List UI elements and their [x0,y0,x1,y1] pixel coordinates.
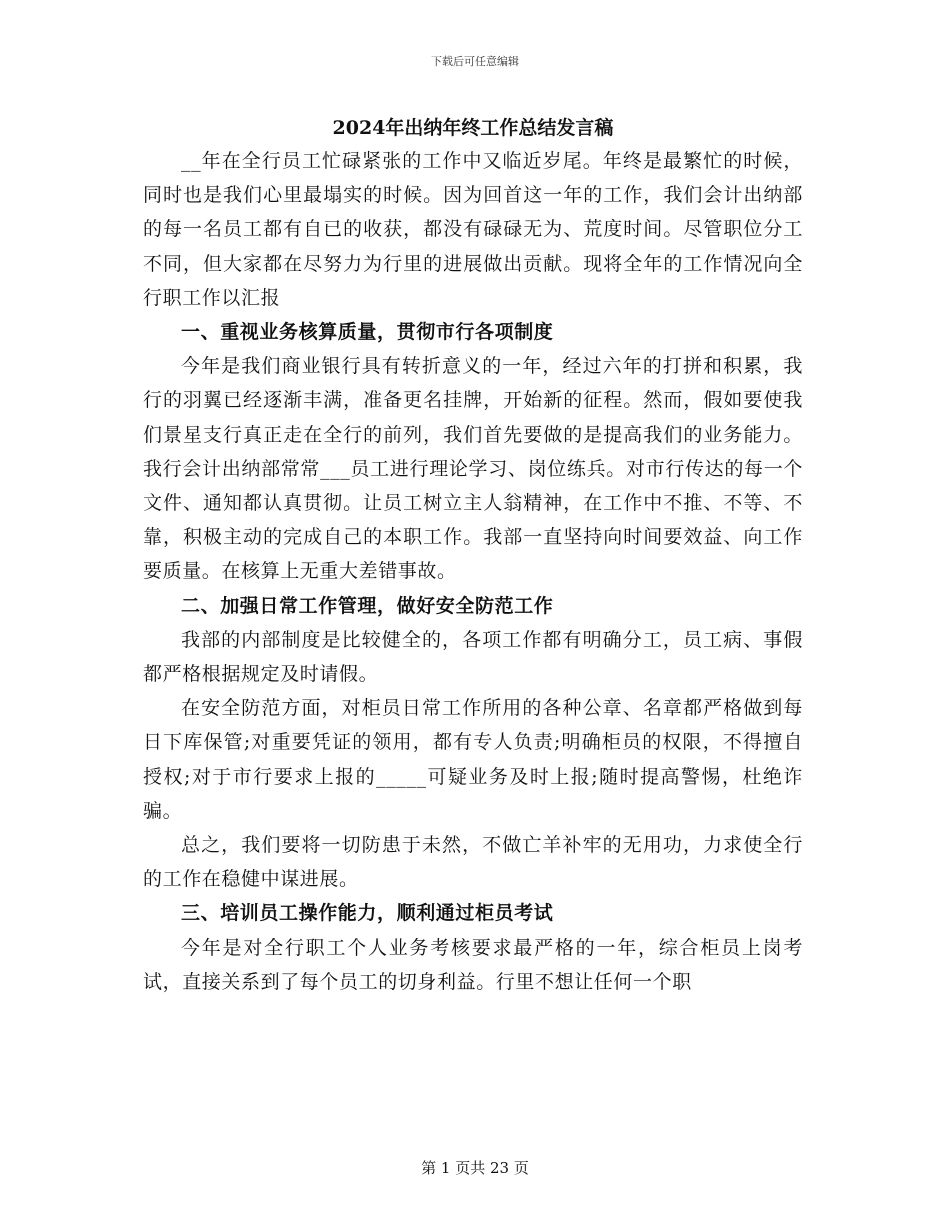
section-paragraph: 今年是我们商业银行具有转折意义的一年，经过六年的打拼和积累，我行的羽翼已经逐渐丰满，准备更名挂牌，开始新的征程。然而，假如要使我们景星支行真正走在全行的前列，我们首先要做的是提高我们的业务能力。我行会计出纳部常常___员工进行理论学习、岗位练兵。对市行传达的每一个文件、通知都认真贯彻。让员工树立主人翁精神，在工作中不推、不等、不靠，积极主动的完成自己的本职工作。我部一直坚持向时间要效益、向工作要质量。在核算上无重大差错事故。 [143,355,803,583]
page-footer: 第 1 页共 23 页 [421,1159,529,1177]
section-paragraph: 总之，我们要将一切防患于未然，不做亡羊补牢的无用功，力求使全行的工作在稳健中谋进展。 [143,834,803,891]
section-heading: 二、加强日常工作管理，做好安全防范工作 [181,594,554,617]
section-heading: 三、培训员工操作能力，顺利通过柜员考试 [181,902,554,925]
section-heading: 一、重视业务核算质量，贯彻市行各项制度 [181,321,554,344]
section-paragraph: 在安全防范方面，对柜员日常工作所用的各种公章、名章都严格做到每日下库保管;对重要凭证的领用，都有专人负责;明确柜员的权限，不得擅自授权;对于市行要求上报的_____可疑业务及时上报;随时提高警惕，杜绝诈骗。 [143,697,803,822]
section-paragraph: 今年是对全行职工个人业务考核要求最严格的一年，综合柜员上岗考试，直接关系到了每个员工的切身利益。行里不想让任何一个职 [143,936,803,993]
page-header-note: 下载后可任意编辑 [431,55,519,68]
section-1 [143,315,803,589]
intro-paragraph: __年在全行员工忙碌紧张的工作中又临近岁尾。年终是最繁忙的时候，同时也是我们心里最塌实的时候。因为回首这一年的工作，我们会计出纳部的每一名员工都有自已的收获，都没有碌碌无为、荒度时间。尽管职位分工不同，但大家都在尽努力为行里的进展做出贡献。现将全年的工作情况向全行职工作以汇报 [143,150,803,309]
section-paragraph: 我部的内部制度是比较健全的，各项工作都有明确分工，员工病、事假都严格根据规定及时请假。 [143,628,803,686]
section-2 [143,589,803,897]
document-title: 2024年出纳年终工作总结发言稿 [332,117,614,139]
section-3 [143,896,803,999]
document-body [143,114,803,999]
